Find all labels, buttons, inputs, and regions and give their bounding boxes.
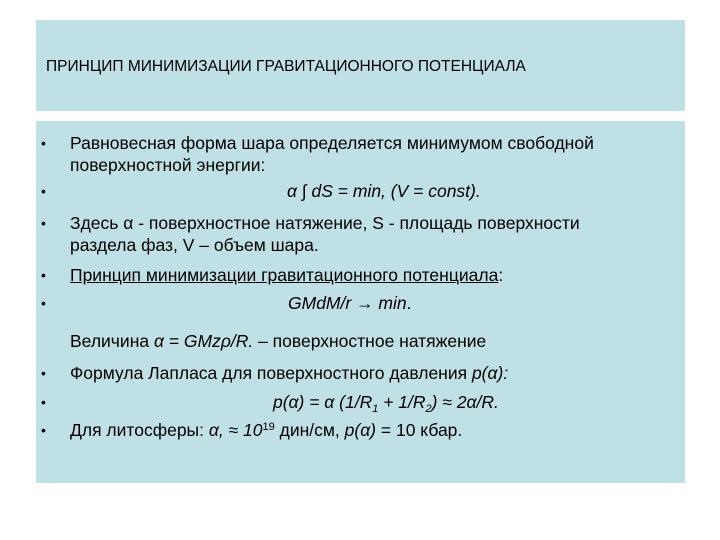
line-3a: Здесь α - поверхностное натяжение, S - площадь поверхности [70,213,580,233]
laplace-part-3: ) ≈ 2α/R. [431,392,499,412]
bullet-glyph: • [41,183,46,199]
slide-title: ПРИНЦИП МИНИМИЗАЦИИ ГРАВИТАЦИОННОГО ПОТЕНЦИАЛА [46,58,526,75]
potential-formula: GMdM/r → min [288,293,407,313]
principle-underlined: Принцип минимизации гравитационного потенциала [70,265,499,285]
title-panel [36,20,685,111]
laplace-part-1: p(α) = α (1/R [273,392,373,412]
exponent: 19 [262,421,275,433]
bullet-glyph: • [41,394,46,410]
alpha-formula: α = GMzρ/R. [153,331,254,351]
lithosphere-value: = 10 кбар. [376,420,463,440]
line-1b: поверхностной энергии: [70,155,266,175]
bullet-glyph: • [41,215,46,231]
laplace-pressure-label: p(α): [471,363,509,383]
line-9 [70,420,462,440]
line-5-period: . [406,293,412,313]
line-6-suffix: – поверхностное натяжение [253,331,487,351]
bullet-glyph: • [41,295,46,311]
line-4-colon: : [498,265,504,285]
surface-energy-formula: α ∫ dS = min, (V = const). [287,181,481,201]
laplace-formula [273,392,499,415]
subscript-1: 1 [372,403,379,415]
bullet-glyph: • [41,422,46,438]
bullet-glyph: • [41,135,46,151]
line-6-prefix: Величина [70,331,154,351]
lithosphere-unit: дин/см, [274,420,345,440]
lithosphere-label: Для литосферы: [70,420,209,440]
lithosphere-alpha: α, ≈ 10 [208,420,263,440]
bullet-glyph: • [41,365,46,381]
line-5 [288,293,412,313]
line-3b: раздела фаз, V – объем шара. [70,235,319,255]
laplace-part-2: + 1/R [378,392,426,412]
line-7-prefix: Формула Лапласа для поверхностного давления [70,363,472,383]
subscript-2: 2 [425,403,432,415]
bullet-glyph: • [41,267,46,283]
line-4 [70,265,503,285]
line-6 [70,331,486,351]
lithosphere-pressure: p(α) [344,420,377,440]
line-7 [70,363,508,383]
line-1a: Равновесная форма шара определяется минимумом свободной [70,133,594,153]
content-panel [36,121,685,483]
